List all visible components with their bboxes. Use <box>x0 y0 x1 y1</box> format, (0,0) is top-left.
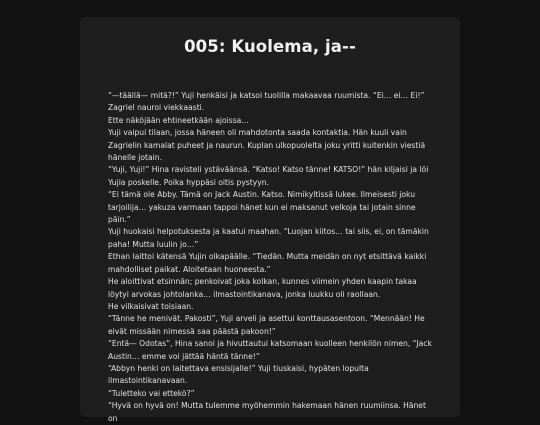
chapter-paragraph: “Hyvä on hyvä on! Mutta tulemme myöhemmin hakemaan hänen ruumiinsa. Hänet on <box>108 401 426 423</box>
chapter-paragraph: He vilkaisivat toisiaan. <box>108 301 194 311</box>
chapter-body <box>108 90 432 425</box>
chapter-reader-panel <box>80 17 460 423</box>
chapter-paragraph: Yuji huokaisi helpotuksesta ja kaatui maahan. “Luojan kiitos… tai siis, ei, on tämäkin paha! Mutta luulin jo…” <box>108 227 429 249</box>
chapter-paragraph: Ette näköjään ehtineetkään ajoissa… <box>108 115 249 125</box>
chapter-paragraph: “Tuletteko vai ettekö?” <box>108 388 195 398</box>
chapter-paragraph: He aloittivat etsinnän; penkoivat joka kolkan, kunnes viimein yhden kaapin takaa löytyi arvokas johtolanka… ilmastointikanava, jonka luukku oli raollaan. <box>108 277 417 299</box>
chapter-paragraph: Ethan laittoi kätensä Yujin olkapäälle. “Tiedän. Mutta meidän on nyt etsittävä kaikki mahdolliset paikat. Aloitetaan huoneesta.” <box>108 252 427 274</box>
chapter-paragraph: Zagriel nauroi viekkaasti. <box>108 103 205 113</box>
chapter-paragraph: “Entä— Odotas”, Hina sanoi ja hivuttautui katsomaan kuolleen henkilön nimen, “Jack Austin… emme voi jättää häntä tänne!” <box>108 339 432 361</box>
chapter-paragraph: “—täällä— mitä?!” Yuji henkäisi ja katsoi tuolilla makaavaa ruumista. “Ei… ei… Ei!” <box>108 91 425 100</box>
chapter-paragraph: Yuji vaipui tilaan, jossa häneen oli mahdotonta saada kontaktia. Hän kuuli vain Zagrielin kamalat puheet ja naurun. Kuplan ulkopuolelta joku yritti kuitenkin viestiä hänelle jotain. <box>108 128 426 163</box>
chapter-title: 005: Kuolema, ja-- <box>184 37 356 56</box>
chapter-paragraph: “Tänne he menivät. Pakosti”, Yuji arveli ja asettui konttausasentoon. “Mennään! He eivät missään nimessä saa päästä pakoon!” <box>108 314 425 336</box>
chapter-paragraph: “Abbyn henki on laitettava ensisijalle!” Yuji tiuskaisi, hypäten lopulta ilmastointikanavaan. <box>108 363 369 386</box>
chapter-paragraph: “Ei tämä ole Abby. Tämä on Jack Austin. Katso. Nimikyltissä lukee. Ilmeisesti joku tarjoilija… yakuza varmaan tappoi hänet kun ei maksanut velkoja tai jotain sinne päin.” <box>108 190 416 225</box>
chapter-paragraph: “Yuji, Yuji!” Hina ravisteli ystäväänsä. “Katso! Katso tänne! KATSO!” hän kiljaisi ja löi Yujia poskelle. Poika hyppäsi oitis pystyyn. <box>108 165 429 187</box>
